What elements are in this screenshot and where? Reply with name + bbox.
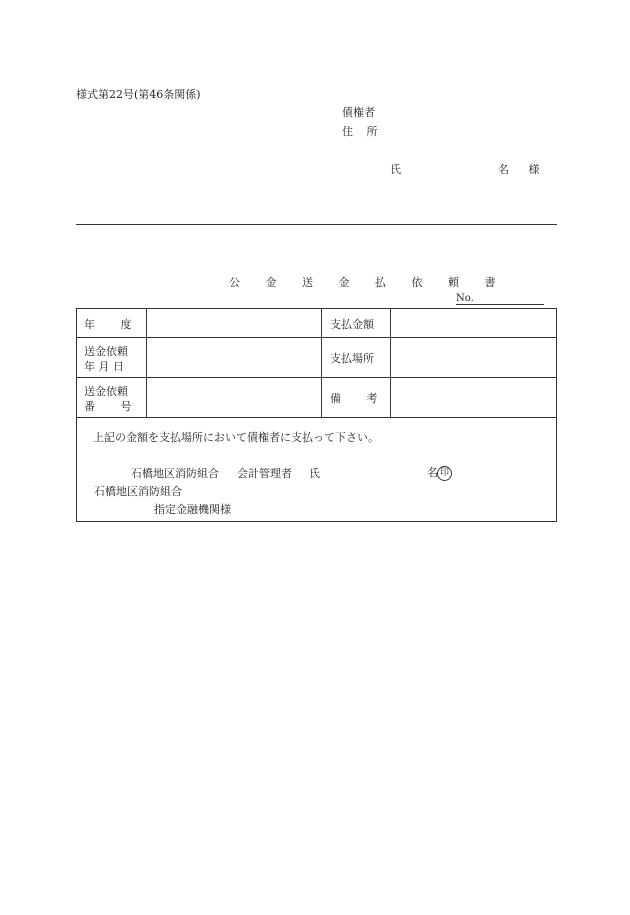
name-label-sama: 名 様 <box>498 163 548 176</box>
payment-amount-value-cell[interactable] <box>391 309 556 337</box>
signer-mei-label: 名 <box>427 466 438 479</box>
document-number: No. <box>456 293 544 305</box>
signer-shi: 氏 <box>309 467 320 480</box>
request-date-label-line2: 年 月 日 <box>84 360 124 373</box>
document-title: 公 金 送 金 払 依 頼 書 <box>229 276 507 289</box>
request-date-label-line1: 送金依頼 <box>84 345 128 358</box>
request-date-value-cell[interactable] <box>147 338 322 377</box>
payment-place-value-cell[interactable] <box>391 338 556 377</box>
remarks-label: 備 考 <box>330 392 378 405</box>
name-label-shi: 氏 <box>390 163 401 176</box>
request-number-label-line1: 送金依頼 <box>84 385 128 398</box>
table-row <box>77 309 556 338</box>
fiscal-year-label: 年 度 <box>84 318 132 331</box>
request-number-label-cell <box>77 378 147 417</box>
table-row <box>77 338 556 378</box>
payment-amount-label-cell <box>322 309 391 337</box>
header-divider <box>76 224 557 225</box>
seal-stamp-icon: 印 <box>437 466 452 481</box>
request-date-label-cell <box>77 338 147 377</box>
creditor-label: 債権者 <box>342 106 375 119</box>
remittance-form-table <box>76 308 557 522</box>
remarks-label-cell <box>322 378 391 417</box>
payment-place-label: 支払場所 <box>330 352 374 365</box>
fiscal-year-value-cell[interactable] <box>147 309 322 337</box>
table-row <box>77 378 556 418</box>
fiscal-year-label-cell <box>77 309 147 337</box>
form-number: 様式第22号(第46条関係) <box>76 88 201 101</box>
address-label: 住 所 <box>342 125 383 138</box>
payment-place-label-cell <box>322 338 391 377</box>
payment-amount-label: 支払金額 <box>330 318 374 331</box>
remarks-value-cell[interactable] <box>391 378 556 417</box>
request-number-value-cell[interactable] <box>147 378 322 417</box>
recipient-line1: 石橋地区消防組合 <box>94 485 182 498</box>
recipient-line2: 指定金融機関様 <box>154 503 231 516</box>
signer-org: 石橋地区消防組合 <box>131 467 219 480</box>
signer-title: 会計管理者 <box>237 467 292 480</box>
request-number-label-line2: 番 号 <box>84 400 132 413</box>
payment-request-sentence: 上記の金額を支払場所において債権者に支払って下さい。 <box>93 431 379 444</box>
signer-mei <box>427 464 452 481</box>
